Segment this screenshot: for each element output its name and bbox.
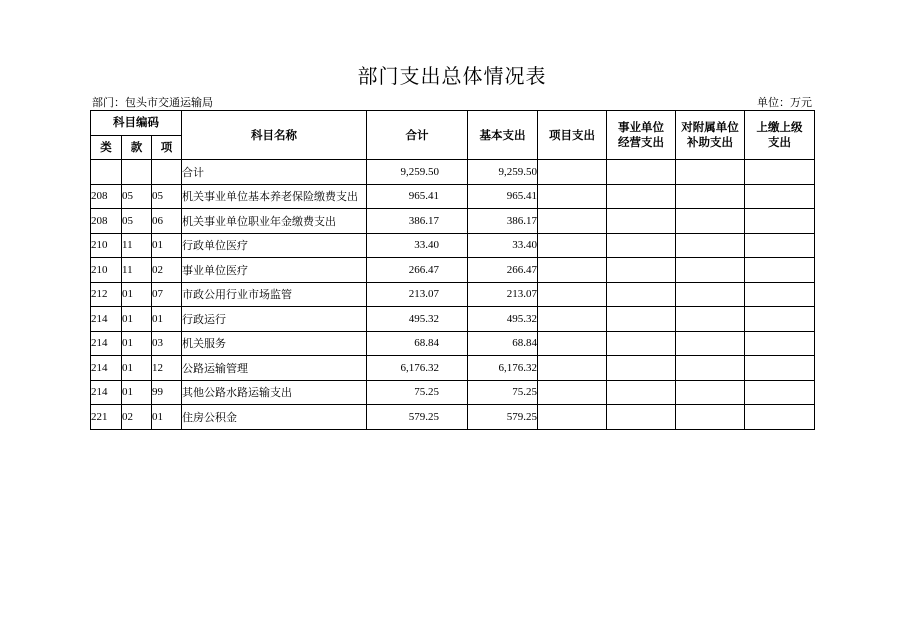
table-row — [91, 184, 815, 209]
cell-name: 住房公积金 — [182, 405, 367, 430]
cell-basic: 75.25 — [468, 380, 538, 405]
cell-name: 机关事业单位职业年金缴费支出 — [182, 209, 367, 234]
cell-project — [538, 209, 607, 234]
header-upper-line1: 上缴上级 — [756, 120, 803, 134]
table-row — [91, 331, 815, 356]
cell-project — [538, 233, 607, 258]
cell-total: 68.84 — [367, 331, 468, 356]
cell-enterprise — [607, 258, 676, 283]
cell-kuan: 11 — [122, 233, 152, 258]
cell-enterprise — [607, 160, 676, 185]
cell-kuan: 01 — [122, 282, 152, 307]
header-subsidy-line1: 对附属单位 — [681, 120, 739, 134]
cell-subsidy — [676, 258, 745, 283]
cell-kuan — [122, 160, 152, 185]
cell-total: 6,176.32 — [367, 356, 468, 381]
table-row — [91, 258, 815, 283]
cell-kuan: 05 — [122, 209, 152, 234]
cell-enterprise — [607, 405, 676, 430]
header-project: 项目支出 — [538, 111, 607, 160]
cell-enterprise — [607, 184, 676, 209]
cell-enterprise — [607, 307, 676, 332]
table-row — [91, 380, 815, 405]
header-subsidy-line2: 补助支出 — [687, 135, 733, 149]
cell-total: 33.40 — [367, 233, 468, 258]
cell-lei: 221 — [91, 405, 122, 430]
cell-enterprise — [607, 380, 676, 405]
table-row — [91, 233, 815, 258]
cell-name: 机关服务 — [182, 331, 367, 356]
cell-kuan: 05 — [122, 184, 152, 209]
cell-xiang: 01 — [152, 307, 182, 332]
cell-basic: 9,259.50 — [468, 160, 538, 185]
cell-project — [538, 405, 607, 430]
department-label: 部门：包头市交通运输局 — [92, 96, 213, 109]
header-xiang: 项 — [152, 135, 182, 160]
cell-xiang: 02 — [152, 258, 182, 283]
cell-total: 266.47 — [367, 258, 468, 283]
expenditure-table — [90, 110, 815, 430]
cell-lei: 214 — [91, 356, 122, 381]
table-row — [91, 282, 815, 307]
cell-basic: 266.47 — [468, 258, 538, 283]
cell-enterprise — [607, 356, 676, 381]
cell-total: 579.25 — [367, 405, 468, 430]
cell-total: 9,259.50 — [367, 160, 468, 185]
cell-subsidy — [676, 233, 745, 258]
cell-subsidy — [676, 282, 745, 307]
cell-basic: 68.84 — [468, 331, 538, 356]
cell-xiang: 01 — [152, 233, 182, 258]
cell-project — [538, 258, 607, 283]
cell-basic: 33.40 — [468, 233, 538, 258]
cell-upper — [745, 331, 815, 356]
table-row — [91, 356, 815, 381]
cell-upper — [745, 356, 815, 381]
cell-lei: 214 — [91, 380, 122, 405]
cell-name: 行政运行 — [182, 307, 367, 332]
table-body — [91, 160, 815, 430]
header-basic: 基本支出 — [468, 111, 538, 160]
cell-kuan: 01 — [122, 356, 152, 381]
cell-upper — [745, 307, 815, 332]
cell-name: 行政单位医疗 — [182, 233, 367, 258]
cell-project — [538, 380, 607, 405]
cell-total: 386.17 — [367, 209, 468, 234]
cell-subsidy — [676, 405, 745, 430]
cell-name: 市政公用行业市场监管 — [182, 282, 367, 307]
cell-upper — [745, 184, 815, 209]
cell-project — [538, 307, 607, 332]
cell-kuan: 11 — [122, 258, 152, 283]
cell-xiang: 03 — [152, 331, 182, 356]
cell-xiang: 12 — [152, 356, 182, 381]
header-total: 合计 — [367, 111, 468, 160]
cell-enterprise — [607, 331, 676, 356]
cell-basic: 386.17 — [468, 209, 538, 234]
cell-upper — [745, 380, 815, 405]
cell-name: 机关事业单位基本养老保险缴费支出 — [182, 184, 367, 209]
cell-lei: 214 — [91, 307, 122, 332]
cell-kuan: 02 — [122, 405, 152, 430]
cell-xiang: 05 — [152, 184, 182, 209]
header-upper-line2: 支出 — [768, 135, 791, 149]
cell-total: 495.32 — [367, 307, 468, 332]
header-code-group: 科目编码 — [91, 111, 182, 136]
cell-lei — [91, 160, 122, 185]
cell-kuan: 01 — [122, 380, 152, 405]
cell-basic: 965.41 — [468, 184, 538, 209]
cell-lei: 214 — [91, 331, 122, 356]
cell-lei: 208 — [91, 209, 122, 234]
cell-total: 965.41 — [367, 184, 468, 209]
cell-subsidy — [676, 184, 745, 209]
cell-project — [538, 331, 607, 356]
cell-project — [538, 282, 607, 307]
cell-upper — [745, 160, 815, 185]
cell-name: 事业单位医疗 — [182, 258, 367, 283]
cell-upper — [745, 282, 815, 307]
cell-xiang: 99 — [152, 380, 182, 405]
cell-name: 合计 — [182, 160, 367, 185]
header-subsidy — [676, 111, 745, 160]
cell-kuan: 01 — [122, 331, 152, 356]
cell-lei: 208 — [91, 184, 122, 209]
page-title: 部门支出总体情况表 — [357, 64, 547, 88]
table-row — [91, 209, 815, 234]
cell-subsidy — [676, 160, 745, 185]
cell-upper — [745, 258, 815, 283]
cell-enterprise — [607, 209, 676, 234]
unit-label: 单位：万元 — [757, 96, 812, 109]
cell-xiang: 06 — [152, 209, 182, 234]
header-enterprise-line1: 事业单位 — [618, 120, 664, 134]
table-row — [91, 307, 815, 332]
header-lei: 类 — [91, 135, 122, 160]
cell-upper — [745, 405, 815, 430]
cell-enterprise — [607, 282, 676, 307]
header-enterprise — [607, 111, 676, 160]
cell-subsidy — [676, 307, 745, 332]
cell-subsidy — [676, 331, 745, 356]
cell-subsidy — [676, 356, 745, 381]
cell-lei: 210 — [91, 233, 122, 258]
cell-total: 213.07 — [367, 282, 468, 307]
cell-lei: 212 — [91, 282, 122, 307]
cell-subsidy — [676, 380, 745, 405]
cell-xiang — [152, 160, 182, 185]
cell-upper — [745, 209, 815, 234]
cell-upper — [745, 233, 815, 258]
cell-xiang: 01 — [152, 405, 182, 430]
cell-project — [538, 184, 607, 209]
header-upper — [745, 111, 815, 160]
table-row-total — [91, 160, 815, 185]
header-enterprise-line2: 经营支出 — [618, 135, 664, 149]
cell-project — [538, 356, 607, 381]
cell-basic: 213.07 — [468, 282, 538, 307]
header-name: 科目名称 — [182, 111, 367, 160]
table-row — [91, 405, 815, 430]
cell-subsidy — [676, 209, 745, 234]
cell-kuan: 01 — [122, 307, 152, 332]
cell-enterprise — [607, 233, 676, 258]
cell-total: 75.25 — [367, 380, 468, 405]
cell-lei: 210 — [91, 258, 122, 283]
cell-name: 公路运输管理 — [182, 356, 367, 381]
cell-basic: 579.25 — [468, 405, 538, 430]
cell-basic: 6,176.32 — [468, 356, 538, 381]
cell-xiang: 07 — [152, 282, 182, 307]
cell-basic: 495.32 — [468, 307, 538, 332]
cell-name: 其他公路水路运输支出 — [182, 380, 367, 405]
cell-project — [538, 160, 607, 185]
header-kuan: 款 — [122, 135, 152, 160]
